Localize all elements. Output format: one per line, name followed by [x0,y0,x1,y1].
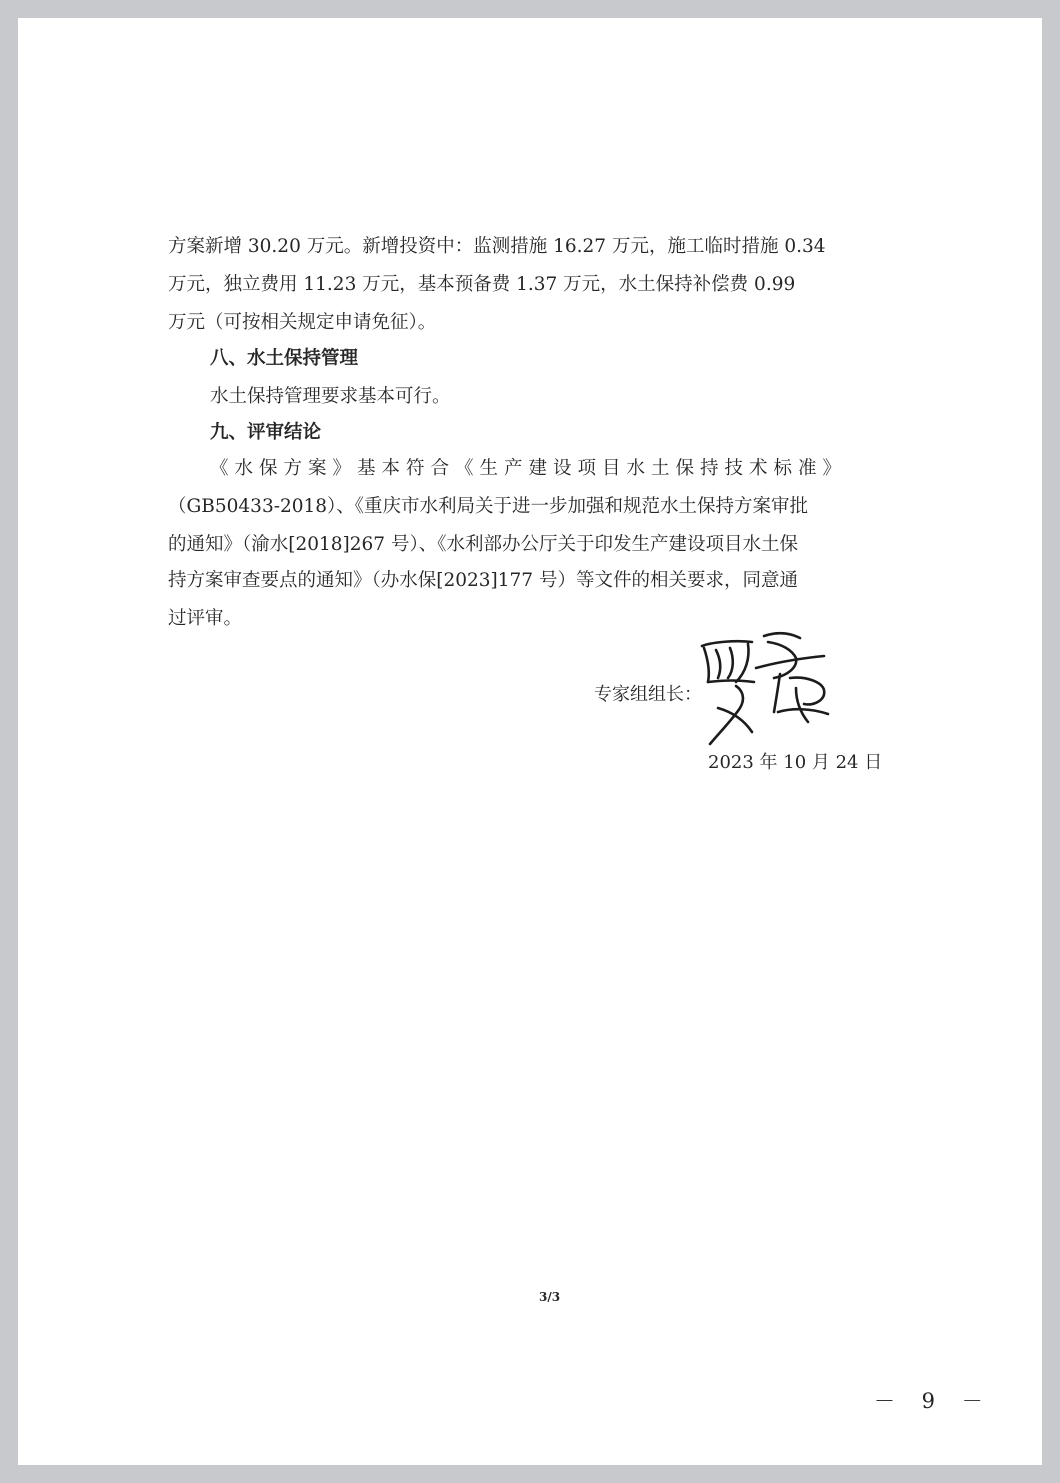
scanned-review-opinion [168,198,888,1328]
section-8-text: 水土保持管理要求基本可行。 [210,386,451,407]
body-line-3: 万元（可按相关规定申请免征）。 [168,312,437,333]
signature-date: 2023 年 10 月 24 日 [708,752,883,773]
body-line-2 [168,276,852,295]
conclusion-line-2: （GB50433-2018）、《重庆市水利局关于进一步加强和规范水土保持方案审批 [168,496,809,517]
body-line-1 [168,238,852,257]
handwritten-signature [696,628,836,748]
page-number: － 9 － [874,1389,993,1413]
conclusion-line-5: 过评审。 [168,608,243,629]
section-8-heading: 八、水土保持管理 [210,348,359,369]
scan-page-indicator: 3/3 [539,1290,561,1304]
body-line-1-text: 方案新增 30.20 万元。新增投资中：监测措施 16.27 万元，施工临时措施 0.34 [168,236,826,257]
document-page [18,18,1042,1465]
conclusion-line-3: 的通知》（渝水[2018]267 号）、《水利部办公厅关于印发生产建设项目水土保 [168,534,798,555]
conclusion-line-4: 持方案审查要点的通知》（办水保[2023]177 号）等文件的相关要求，同意通 [168,570,798,591]
conclusion-line-1: 《水保方案》基本符合《生产建设项目水土保持技术标准》 [210,458,848,479]
expert-leader-label: 专家组组长： [594,684,702,705]
body-line-2-text: 万元，独立费用 11.23 万元，基本预备费 1.37 万元，水土保持补偿费 0.99 [168,274,796,295]
section-9-heading: 九、评审结论 [210,422,322,443]
